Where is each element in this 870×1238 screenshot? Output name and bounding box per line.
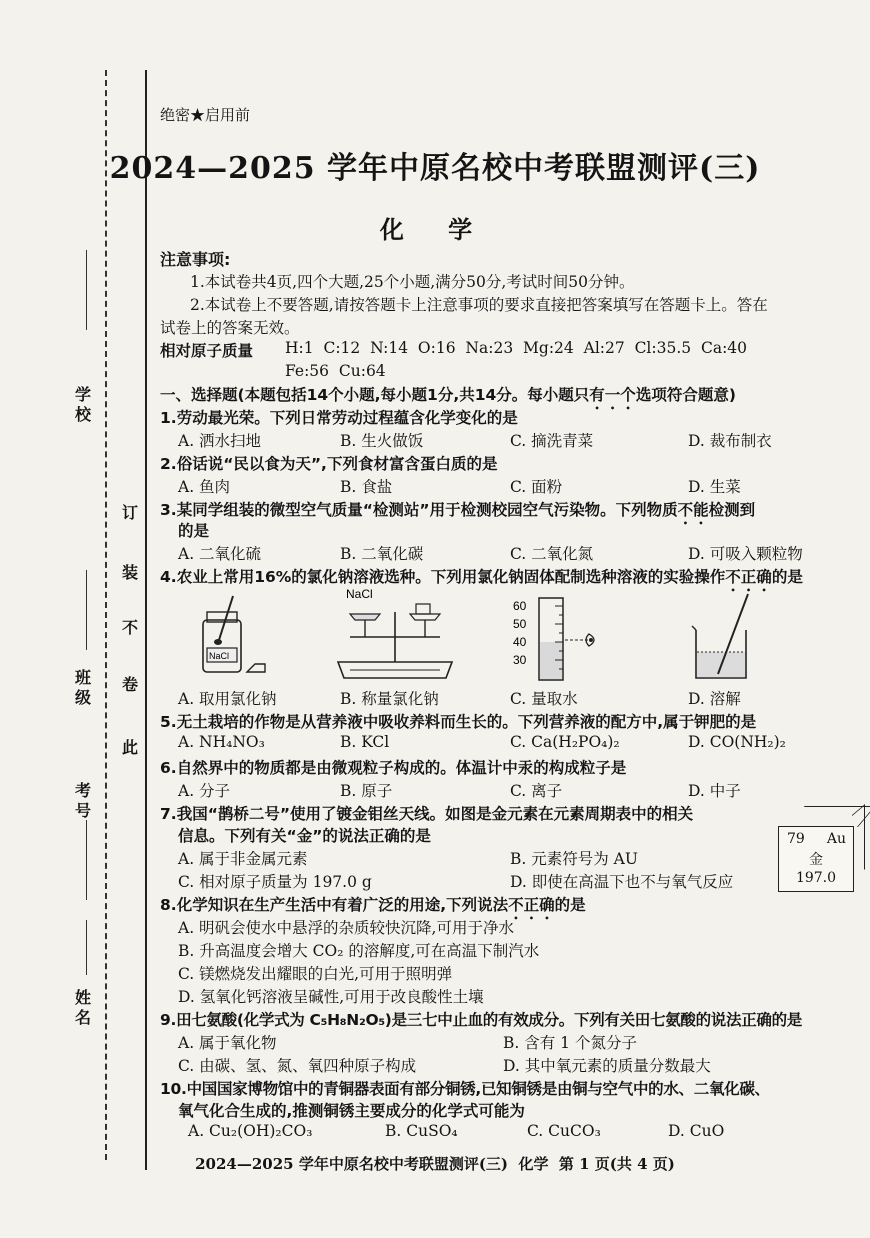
cylinder-40: 40 — [513, 635, 527, 649]
page-footer: 2024—2025 学年中原名校中考联盟测评(三) 化学 第 1 页(共 4 页) — [195, 1155, 675, 1173]
figure-weigh-nacl — [330, 582, 460, 687]
q9-option-d: D. 其中氧元素的质量分数最大 — [503, 1057, 711, 1075]
atomic-mass: 197.0 — [795, 870, 837, 886]
q7-option-c: C. 相对原子质量为 197.0 g — [178, 873, 372, 891]
q2-option-c: C. 面粉 — [510, 478, 563, 496]
q6-option-c: C. 离子 — [510, 782, 563, 800]
q6-stem: 6.自然界中的物质都是由微观粒子构成的。体温计中汞的构成粒子是 — [160, 759, 627, 777]
exam-title: 2024—2025 学年中原名校中考联盟测评(三) — [109, 151, 761, 186]
q8-option-d: D. 氢氧化钙溶液呈碱性,可用于改良酸性土壤 — [178, 988, 484, 1006]
q4-option-c: C. 量取水 — [510, 690, 578, 708]
figure-dissolve — [688, 590, 768, 685]
q1-option-a: A. 洒水扫地 — [178, 432, 262, 450]
q1-option-b: B. 生火做饭 — [340, 432, 424, 450]
q6-option-b: B. 原子 — [340, 782, 393, 800]
cylinder-50: 50 — [513, 617, 527, 631]
q6-option-d: D. 中子 — [688, 782, 741, 800]
binding-warning-5: 订 — [121, 503, 138, 522]
q4-option-d: D. 溶解 — [688, 690, 741, 708]
exam-no-fill-line — [86, 820, 87, 900]
q8-option-a: A. 明矾会使水中悬浮的杂质较快沉降,可用于净水 — [178, 919, 514, 937]
q1-option-d: D. 裁布制衣 — [688, 432, 772, 450]
class-label: 班级 — [74, 668, 91, 707]
atomic-mass-values-2: Fe:56 Cu:64 — [285, 362, 386, 380]
q4-option-a: A. 取用氯化钠 — [178, 690, 277, 708]
atomic-mass-label: 相对原子质量 — [160, 342, 254, 360]
binding-warning-4: 装 — [121, 563, 138, 582]
binding-warning-3: 不 — [121, 618, 138, 637]
q2-option-d: D. 生菜 — [688, 478, 741, 496]
atomic-mass-values-1: H:1 C:12 N:14 O:16 Na:23 Mg:24 Al:27 Cl:35.5 Ca:40 — [285, 339, 748, 357]
q8-stem: 8.化学知识在生产生活中有着广泛的用途,下列说法不正确的是 — [160, 896, 586, 914]
cylinder-60: 60 — [513, 599, 527, 613]
q4-option-b: B. 称量氯化钠 — [340, 690, 439, 708]
note-2a: 2.本试卷上不要答题,请按答题卡上注意事项的要求直接把答案填写在答题卡上。答在 — [190, 296, 768, 314]
exam-no-label: 考号 — [74, 781, 91, 820]
q2-option-a: A. 鱼肉 — [178, 478, 231, 496]
q3-option-d: D. 可吸入颗粒物 — [688, 545, 803, 563]
q5-option-c: C. Ca(H₂PO₄)₂ — [510, 733, 620, 751]
q1-stem: 1.劳动最光荣。下列日常劳动过程蕴含化学变化的是 — [160, 409, 518, 427]
q10-option-b: B. CuSO₄ — [385, 1122, 458, 1140]
q1-option-c: C. 摘洗青菜 — [510, 432, 594, 450]
element-symbol: Au — [826, 831, 846, 847]
element-name: 金 — [809, 852, 823, 868]
binding-warning-2: 卷 — [121, 675, 138, 694]
atomic-number: 79 — [787, 831, 805, 847]
school-fill-line — [86, 250, 87, 330]
q10-stem-cont: 氧气化合生成的,推测铜锈主要成分的化学式可能为 — [178, 1102, 525, 1120]
q6-option-a: A. 分子 — [178, 782, 231, 800]
school-label: 学校 — [74, 385, 91, 424]
cylinder-30: 30 — [513, 653, 527, 667]
q9-option-a: A. 属于氧化物 — [178, 1034, 277, 1052]
q8-option-c: C. 镁燃烧发出耀眼的白光,可用于照明弹 — [178, 965, 453, 983]
q4-stem: 4.农业上常用16%的氯化钠溶液选种。下列用氯化钠固体配制选种溶液的实验操作不正确的是 — [160, 568, 803, 586]
nacl-label: NaCl — [346, 587, 373, 601]
class-fill-line — [86, 570, 87, 650]
note-1: 1.本试卷共4页,四个大题,25个小题,满分50分,考试时间50分钟。 — [190, 273, 635, 291]
q10-stem: 10.中国国家博物馆中的青铜器表面有部分铜锈,已知铜锈是由铜与空气中的水、二氧化碳、 — [160, 1080, 770, 1098]
q10-option-d: D. CuO — [668, 1122, 725, 1140]
q2-stem: 2.俗话说“民以食为天”,下列食材富含蛋白质的是 — [160, 455, 498, 473]
q5-stem: 5.无土栽培的作物是从营养液中吸收养料而生长的。下列营养液的配方中,属于钾肥的是 — [160, 713, 757, 731]
name-label: 姓名 — [74, 988, 91, 1027]
q3-option-a: A. 二氧化硫 — [178, 545, 262, 563]
q3-option-b: B. 二氧化碳 — [340, 545, 424, 563]
q7-option-d: D. 即使在高温下也不与氧气反应 — [510, 873, 734, 891]
q7-stem-cont: 信息。下列有关“金”的说法正确的是 — [178, 827, 431, 845]
q7-stem: 7.我国“鹊桥二号”使用了镀金钼丝天线。如图是金元素在元素周期表中的相关 — [160, 805, 694, 823]
q9-stem: 9.田七氨酸(化学式为 C₅H₈N₂O₅)是三七中止血的有效成分。下列有关田七氨酸的说法正确的是 — [160, 1011, 802, 1029]
jar-label: NaCl — [209, 651, 230, 661]
figure-measure-water — [505, 594, 605, 684]
subject-title: 化 学 — [379, 215, 491, 244]
q3-stem: 3.某同学组装的微型空气质量“检测站”用于检测校园空气污染物。下列物质不能检测到 — [160, 501, 756, 519]
gold-element-card — [778, 826, 854, 892]
name-fill-line — [86, 920, 87, 975]
q10-option-a: A. Cu₂(OH)₂CO₃ — [188, 1122, 313, 1140]
binding-warning-1: 此 — [121, 738, 138, 757]
q7-option-b: B. 元素符号为 AU — [510, 850, 638, 868]
q5-option-a: A. NH₄NO₃ — [178, 733, 265, 751]
note-2b: 试卷上的答案无效。 — [160, 319, 300, 337]
q5-option-d: D. CO(NH₂)₂ — [688, 733, 786, 751]
q3-stem-cont: 的是 — [178, 522, 210, 540]
q5-option-b: B. KCl — [340, 733, 390, 751]
q3-option-c: C. 二氧化氮 — [510, 545, 594, 563]
notes-heading: 注意事项: — [160, 250, 231, 269]
q8-option-b: B. 升高温度会增大 CO₂ 的溶解度,可在高温下制汽水 — [178, 942, 540, 960]
q9-option-b: B. 含有 1 个氮分子 — [503, 1034, 637, 1052]
q7-option-a: A. 属于非金属元素 — [178, 850, 308, 868]
q2-option-b: B. 食盐 — [340, 478, 393, 496]
confidential-mark: 绝密★启用前 — [160, 106, 251, 124]
q10-option-c: C. CuCO₃ — [527, 1122, 601, 1140]
q9-option-c: C. 由碳、氢、氮、氧四种原子构成 — [178, 1057, 417, 1075]
figure-take-nacl — [185, 590, 270, 685]
section-1-heading: 一、选择题(本题包括14个小题,每小题1分,共14分。每小题只有一个选项符合题意) — [160, 386, 736, 404]
